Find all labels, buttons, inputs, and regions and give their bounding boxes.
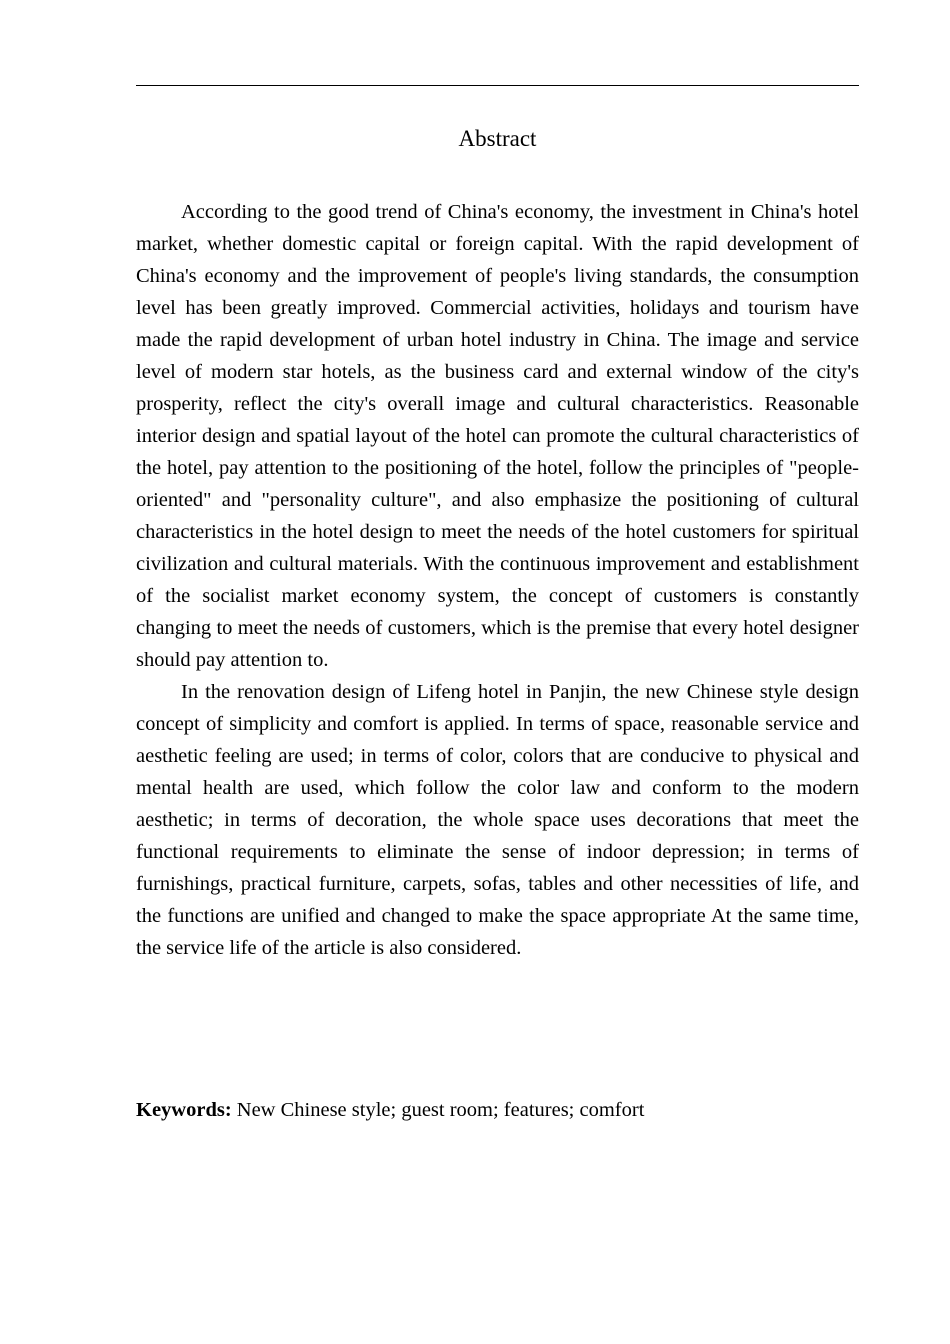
keywords-line [136,1094,859,1126]
header-rule [136,85,859,86]
abstract-title: Abstract [458,126,537,151]
abstract-body [136,196,859,964]
keywords-text: New Chinese style; guest room; features; comfort [236,1099,645,1121]
abstract-paragraph-1: According to the good trend of China's economy, the investment in China's hotel market, whether domestic capital or foreign capital. With the rapid development of China's economy and the improvement of people's living standards, the consumption level has been greatly improved. Commercial activities, holidays and tourism have made the rapid development of urban hotel industry in China. The image and service level of modern star hotels, as the business card and external window of the city's prosperity, reflect the city's overall image and cultural characteristics. Reasonable interior design and spatial layout of the hotel can promote the cultural characteristics of the hotel, pay attention to the positioning of the hotel, follow the principles of "people-oriented" and "personality culture", and also emphasize the positioning of cultural characteristics in the hotel design to meet the needs of the hotel customers for spiritual civilization and cultural materials. With the continuous improvement and establishment of the socialist market economy system, the concept of customers is constantly changing to meet the needs of customers, which is the premise that every hotel designer should pay attention to. [136,201,859,671]
keywords-label: Keywords: [136,1099,232,1121]
abstract-paragraph-2: In the renovation design of Lifeng hotel in Panjin, the new Chinese style design concept of simplicity and comfort is applied. In terms of space, reasonable service and aesthetic feeling are used; in terms of color, colors that are conducive to physical and mental health are used, which follow the color law and conform to the modern aesthetic; in terms of decoration, the whole space uses decorations that meet the functional requirements to eliminate the sense of indoor depression; in terms of furnishings, practical furniture, carpets, sofas, tables and other necessities of life, and the functions are unified and changed to make the space appropriate At the same time, the service life of the article is also considered. [136,681,859,959]
